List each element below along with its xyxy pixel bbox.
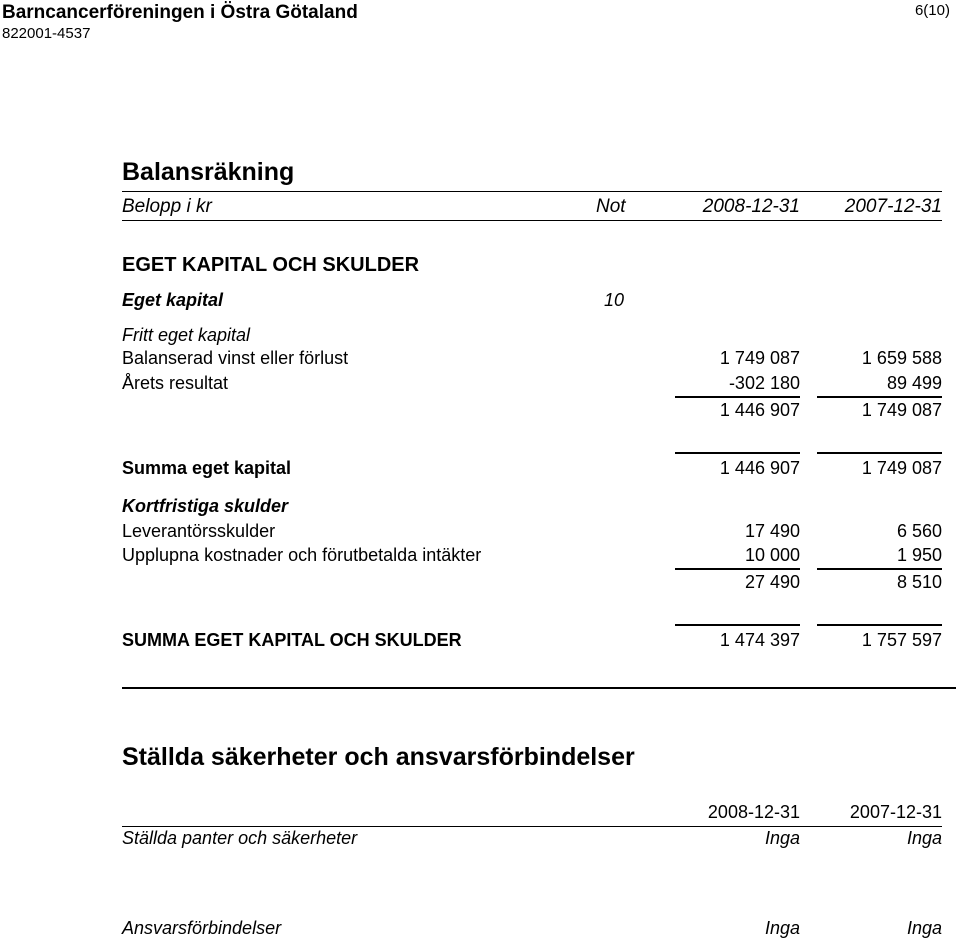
header-rule-top [122, 191, 942, 192]
subtotal-rule-2007 [817, 396, 942, 398]
grand-total-rule-2007 [817, 624, 942, 626]
row-value-2008: 17 490 [744, 521, 800, 541]
row-value-2007: 89 499 [886, 373, 942, 393]
row-value-2008: 1 749 087 [719, 348, 800, 368]
page-number: 6(10) [914, 2, 950, 19]
pledged-column-2008: 2008-12-31 [707, 802, 800, 822]
column-note: Not [596, 196, 626, 217]
row-value-2008: Inga [764, 918, 800, 938]
column-caption: Belopp i kr [122, 196, 212, 217]
row-label: Leverantörsskulder [122, 521, 276, 541]
pledged-title: Ställda säkerheter och ansvarsförbindelser [122, 743, 635, 771]
row-value-2008: 10 000 [744, 545, 800, 565]
total-equity-2008: 1 446 907 [719, 458, 800, 478]
pledged-header-rule [122, 826, 942, 827]
row-label: Ansvarsförbindelser [122, 918, 282, 938]
liabilities-sum-2007: 8 510 [896, 572, 942, 592]
row-label: Balanserad vinst eller förlust [122, 348, 349, 368]
row-value-2007: Inga [906, 918, 942, 938]
balance-sheet-title: Balansräkning [122, 158, 295, 186]
row-value-2007: 1 950 [896, 545, 942, 565]
free-equity-sum-2008: 1 446 907 [719, 400, 800, 420]
header-rule-bottom [122, 220, 942, 221]
liabilities-heading: Kortfristiga skulder [122, 496, 289, 516]
total-equity-rule-2007 [817, 452, 942, 454]
liabilities-rule-2008 [675, 568, 800, 570]
grand-total-label: SUMMA EGET KAPITAL OCH SKULDER [122, 630, 462, 650]
row-value-2007: Inga [906, 828, 942, 848]
equity-note: 10 [604, 290, 625, 310]
section-divider [122, 687, 956, 689]
total-equity-2007: 1 749 087 [861, 458, 942, 478]
free-equity-heading: Fritt eget kapital [122, 325, 251, 345]
grand-total-2007: 1 757 597 [861, 630, 942, 650]
total-equity-label: Summa eget kapital [122, 458, 292, 478]
row-value-2007: 1 659 588 [861, 348, 942, 368]
total-equity-rule-2008 [675, 452, 800, 454]
subtotal-rule-2008 [675, 396, 800, 398]
section-title: EGET KAPITAL OCH SKULDER [122, 254, 420, 276]
column-2007: 2007-12-31 [844, 196, 942, 217]
column-2008: 2008-12-31 [702, 196, 800, 217]
row-label: Årets resultat [122, 373, 229, 393]
organization-name: Barncancerföreningen i Östra Götaland [2, 2, 358, 23]
org-number: 822001-4537 [2, 25, 91, 42]
row-value-2008: -302 180 [728, 373, 800, 393]
row-value-2008: Inga [764, 828, 800, 848]
liabilities-rule-2007 [817, 568, 942, 570]
liabilities-sum-2008: 27 490 [744, 572, 800, 592]
grand-total-rule-2008 [675, 624, 800, 626]
row-label: Upplupna kostnader och förutbetalda intäkter [122, 545, 482, 565]
pledged-column-2007: 2007-12-31 [849, 802, 942, 822]
row-value-2007: 6 560 [896, 521, 942, 541]
free-equity-sum-2007: 1 749 087 [861, 400, 942, 420]
grand-total-2008: 1 474 397 [719, 630, 800, 650]
equity-heading: Eget kapital [122, 290, 224, 310]
row-label: Ställda panter och säkerheter [122, 828, 358, 848]
